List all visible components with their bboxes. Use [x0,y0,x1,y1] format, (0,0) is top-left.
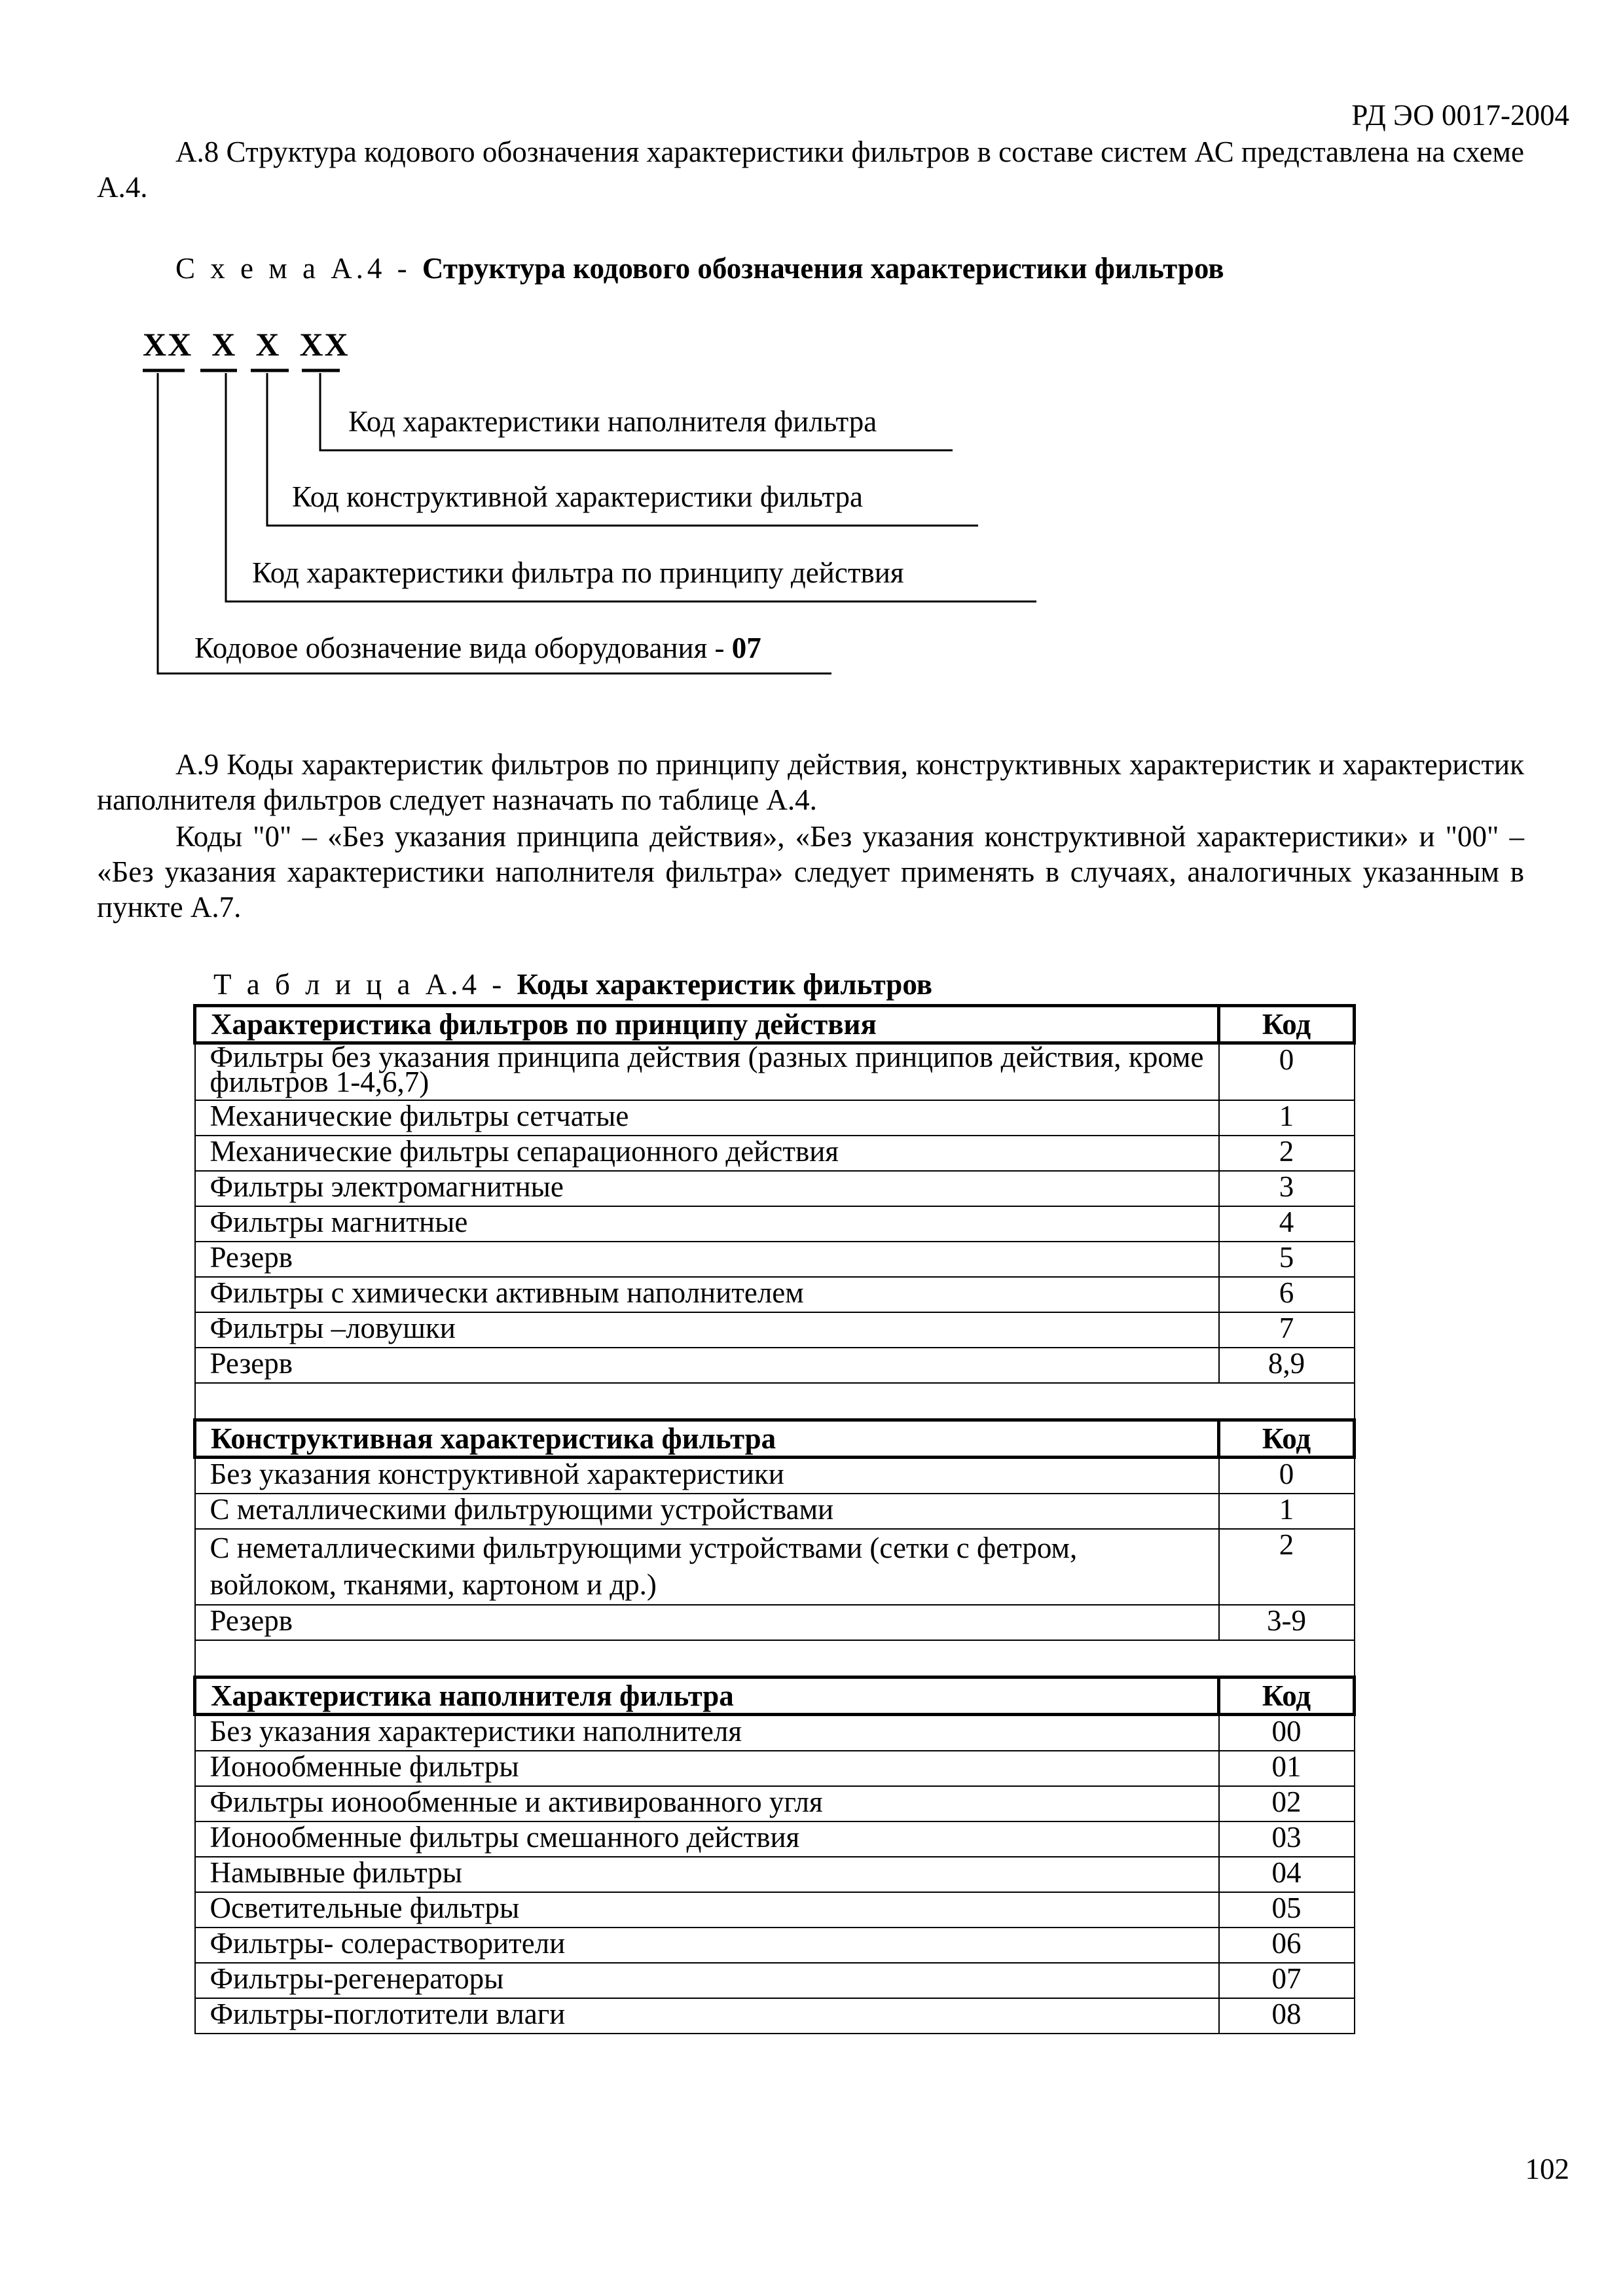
row-code: 8,9 [1219,1348,1355,1383]
label-filler-code: Код характеристики наполнителя фильтра [348,405,877,438]
row-name: Резерв [195,1605,1219,1640]
document-code: РД ЭО 0017-2004 [1351,99,1569,132]
row-code: 05 [1219,1892,1355,1928]
row-code: 00 [1219,1715,1355,1751]
row-name: Фильтры электромагнитные [195,1171,1219,1206]
row-code: 04 [1219,1857,1355,1892]
table-row [195,1043,1355,1101]
row-code: 0 [1219,1458,1355,1494]
table-row [195,1821,1355,1857]
table-row [195,1998,1355,2034]
paragraph-a9: А.9 Коды характеристик фильтров по принципу действия, конструктивных характеристик и характеристик наполнителя фильтров следует назначать по таблице А.4. [97,748,1524,816]
section-header-label: Характеристика наполнителя фильтра [195,1677,1219,1715]
row-code: 01 [1219,1751,1355,1786]
label-principle-code: Код характеристики фильтра по принципу действия [252,556,904,589]
row-name: Резерв [195,1242,1219,1277]
row-code: 7 [1219,1312,1355,1348]
table-row [195,1892,1355,1928]
row-name: Без указания характеристики наполнителя [195,1715,1219,1751]
filter-codes-table [193,1004,1356,2034]
table-row [195,1277,1355,1312]
row-code: 6 [1219,1277,1355,1312]
row-name: Намывные фильтры [195,1857,1219,1892]
table-row [195,1715,1355,1751]
row-name: Ионообменные фильтры [195,1751,1219,1786]
table-row [195,1494,1355,1529]
section-spacer [195,1640,1355,1677]
row-name: Фильтры-поглотители влаги [195,1998,1219,2034]
row-name: Механические фильтры сетчатые [195,1100,1219,1136]
scheme-diagram [0,0,1623,720]
table-row [195,1963,1355,1998]
table-row [195,1206,1355,1242]
row-name: Фильтры ионообменные и активированного угля [195,1786,1219,1821]
row-name: Фильтры магнитные [195,1206,1219,1242]
row-code: 3-9 [1219,1605,1355,1640]
paragraph-a8: А.8 Структура кодового обозначения характеристики фильтров в составе систем АС представлена на схеме А.4. [97,135,1524,204]
label-equipment-code [194,631,761,665]
table-row [195,1171,1355,1206]
spacer-cell [195,1383,1355,1420]
row-code: 5 [1219,1242,1355,1277]
equipment-code-value: 07 [731,632,761,664]
section-header-label: Конструктивная характеристика фильтра [195,1420,1219,1458]
table-title-text: Коды характеристик фильтров [517,968,933,1001]
table-row [195,1100,1355,1136]
scheme-title-text: Структура кодового обозначения характеристики фильтров [422,252,1224,285]
row-name: Фильтры- солерастворители [195,1928,1219,1963]
table-row [195,1857,1355,1892]
table-row [195,1529,1355,1605]
row-code: 1 [1219,1494,1355,1529]
row-name: С металлическими фильтрующими устройствами [195,1494,1219,1529]
row-code: 03 [1219,1821,1355,1857]
row-code: 2 [1219,1136,1355,1171]
row-code: 4 [1219,1206,1355,1242]
section-header-filler [195,1677,1355,1715]
table-prefix: Т а б л и ц а А.4 - [213,968,517,1001]
code-header: Код [1219,1420,1355,1458]
label-design-code: Код конструктивной характеристики фильтра [292,480,864,513]
section-header-principle [195,1006,1355,1043]
table-row [195,1312,1355,1348]
row-name: Фильтры без указания принципа действия (разных принципов действия, кроме фильтров 1-4,6,7) [195,1043,1219,1101]
row-code: 06 [1219,1928,1355,1963]
row-name: Без указания конструктивной характеристики [195,1458,1219,1494]
table-row [195,1348,1355,1383]
row-name: Ионообменные фильтры смешанного действия [195,1821,1219,1857]
table-row [195,1242,1355,1277]
row-name: Фильтры с химически активным наполнителем [195,1277,1219,1312]
row-code: 08 [1219,1998,1355,2034]
page-number: 102 [1525,2153,1569,2185]
scheme-prefix: С х е м а А.4 - [175,252,422,285]
table-title [213,967,932,1001]
section-spacer [195,1383,1355,1420]
row-name: Резерв [195,1348,1219,1383]
label-equipment-text: Кодовое обозначение вида оборудования - [194,632,732,664]
row-code: 3 [1219,1171,1355,1206]
row-code: 2 [1219,1529,1355,1605]
table-row [195,1786,1355,1821]
section-header-design [195,1420,1355,1458]
code-pattern: XX X X XX [143,326,350,363]
row-name: Фильтры-регенераторы [195,1963,1219,1998]
row-name: Осветительные фильтры [195,1892,1219,1928]
row-code: 0 [1219,1043,1355,1101]
table-row [195,1751,1355,1786]
spacer-cell [195,1640,1355,1677]
row-code: 07 [1219,1963,1355,1998]
section-header-label: Характеристика фильтров по принципу действия [195,1006,1219,1043]
row-code: 1 [1219,1100,1355,1136]
table-row [195,1136,1355,1171]
row-code: 02 [1219,1786,1355,1821]
row-name: Механические фильтры сепарационного действия [195,1136,1219,1171]
table-row [195,1605,1355,1640]
table-row [195,1928,1355,1963]
row-name: Фильтры –ловушки [195,1312,1219,1348]
table-row [195,1458,1355,1494]
code-header: Код [1219,1677,1355,1715]
paragraph-codes-note: Коды "0" – «Без указания принципа действия», «Без указания конструктивной характеристики» и "00" – «Без указания характеристики наполнителя фильтра» следует применять в случаях, аналогичных указанным в пункте А.7. [97,820,1524,924]
row-name: С неметаллическими фильтрующими устройствами (сетки с фетром, войлоком, тканями, картоном и др.) [195,1529,1219,1605]
code-header: Код [1219,1006,1355,1043]
